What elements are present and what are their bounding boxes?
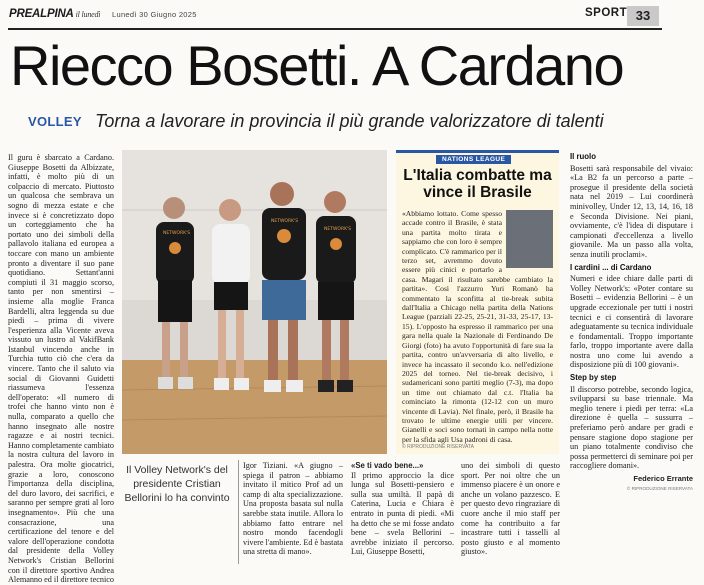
article-column-4 [570, 150, 693, 564]
svg-text:NETWORK'S: NETWORK'S [163, 231, 191, 236]
copyright-note: © RIPRODUZIONE RISERVATA [626, 485, 693, 491]
box-body [402, 209, 553, 444]
paragraph-step: Il discorso potrebbe, secondo logica, svilupparsi su base triennale. Ma meglio tenere i piedi per terra: «La direzione è quella – sussurra – preferiamo però andare per gradi e pensare stagione dopo stagione per un piano totalmente condiviso che possa permetterci di seminare poi per raccogliere domani». [570, 384, 693, 471]
sidebar-box [396, 150, 559, 454]
article-column-1: Il guru è sbarcato a Cardano. Giuseppe Bosetti da Albizzate, infatti, è molto più di un colpaccio di mercato. Piuttosto un qualcosa che sembrava un sogno di mezza estate e che invece si è concretizzato dopo un corteggiamento che ha portato uno dei simboli della pallavolo italiana ed europea a toccare con mano un ambiente pronto a diventare il suo pane quotidiano. Settant'anni compiuti il 31 maggio scorso, tanto per non smentirsi – insieme alla moglie Franca Bardelli, altra leggenda su due piedi – prima di vivere l'esperienza alla Vicente aveva vissuto un lustro al VakifBank Istanbul vincendo anche in Turchia tutto ciò che c'era da vincere. Tanto che il saluto via social di Giovanni Guidetti riassumeva l'essenza dell'operato: «Il numero di trofei che hanno vinto non è nulla, comparato a quello che hanno insegnato alle nostre ragazze e ai nostri tecnici. Hanno completamente cambiato la nostra cultura del lavoro in palestra. Ora molte giocatrici, grazie a loro, conoscono l'importanza della disciplina, del duro lavoro, dei sacrifici, e saranno per sempre grati al loro insegnamento». Più che una consacrazione, una certificazione del tenore e del valore dell'operazione condotta dal presidente della Volley Network's Cristian Bellorini con il direttore sportivo Andrea Alemanno ed il direttore tecnico [8, 153, 114, 585]
team-photo-illustration [122, 150, 387, 454]
subheadline: Torna a lavorare in provincia il più grande valorizzatore di talenti [95, 111, 604, 131]
coach-photo [506, 210, 553, 268]
kicker: VOLLEY [28, 114, 82, 129]
svg-text:NETWORK'S: NETWORK'S [324, 227, 352, 232]
paragraph-approccio: Il primo approccio la dice lunga sul Bosetti-pensiero e sulla sua umiltà. Il papà di Caterina, Lucia e Chiara è entrato in punta di piedi. «Mi ha detto che se mi fosse andato bene – svela Bellorini – avrebbe iniziato il percorso. Lui, Giuseppe Bosetti, [351, 470, 454, 557]
subhead-quote: «Se ti vado bene...» [351, 461, 424, 470]
article-column-3b: uno dei simboli di questo sport. Per noi oltre che un immenso piacere è un onore e anche un volano pazzesco. E per questo devo ringraziare di cuore anche il mio staff per come ha contribuito a far incastrare tutti i tasselli al posto giusto e al momento giusto». [461, 461, 560, 557]
box-text: «Abbiamo lottato. Come spesso accade contro il Brasile, è stata una partita molto tirata e sappiamo che con loro è sempre complicato. C'è rammarico per il terzo set, avremmo dovuto essere più cinici e portarlo a casa. Magari il risultato sarebbe cambiato la partita». Così l'azzurro Yuri Romanò ha commentato la sconfitta al tie-break subita dall'Italia a Chicago nella partita della Nations League (parziali 22-25, 25-21, 31-33, 25-17, 13-15). L'opposto ha espresso il rammarico per una gara nella quale la Nazionale di Ferdinando De Giorgi (foto) ha avuto l'opportunità di fare sua la partita, contro un'avversaria di alto livello, e invece ha incassato il secondo k.o. nell'edizione 2025 del torneo. Nel tie-break decisivo, i sudamericani sono partiti meglio (7-3), ma dopo un time out chiamato dal c.t. l'Italia ha cominciato la rimonta (12-12 con un muro vincente di Lavia). Nel finale, però, il Brasile ha trovato le ultime energie utili per vincere. Gianelli e soci sono tornati in campo nella notte per la sfida agli Usa padroni di casa. [402, 209, 553, 444]
headline: Riecco Bosetti. A Cardano [10, 34, 624, 97]
section-name: SPORT [585, 7, 628, 19]
header-rule [8, 28, 662, 30]
newspaper-logo: PREALPINA il lunedì [9, 8, 101, 20]
box-tag: NATIONS LEAGUE [436, 155, 511, 164]
issue-date: Lunedì 30 Giugno 2025 [112, 10, 197, 19]
paragraph-ruolo: Bosetti sarà responsabile del vivaio: «La B2 fa un percorso a parte – prosegue il presidente della società nata nel 2019 – Lui coordinerà minivolley, Under 12, 13, 14, 16, 18 e Seconda Divisione. Nei piani, ovviamente, c'è l'idea di disputare i campionati d'eccellenza a livello giovanile. Ma un passo alla volta, senza inutili proclami». [570, 163, 693, 259]
column-divider [238, 460, 239, 564]
team-photo [122, 150, 387, 454]
subhead-cardini: I cardini ... di Cardano [570, 262, 652, 272]
photo-caption: Il Volley Network's del presidente Cristian Bellorini lo ha convinto [124, 464, 230, 504]
paragraph-cardini: Numeri e idee chiare dalle parti di Volley Network's: «Poter contare su Bosetti – evidenzia Bellorini – è un upgrade eccezionale per tutti i nostri tecnici e ci consentirà di lavorare adeguatamente su tecnica individuale e fondamentali. Troppo importante farlo, troppo importante avere dalla nostra uno come lui avendo a disposizione più di 100 giovani». [570, 274, 693, 370]
article-column-3 [351, 461, 454, 564]
svg-text:NETWORK'S: NETWORK'S [271, 219, 299, 224]
author-name: Federico Errante [633, 474, 693, 483]
page-number: 33 [627, 6, 659, 26]
box-credit: © RIPRODUZIONE RISERVATA [402, 444, 474, 450]
subhead-step: Step by step [570, 373, 617, 383]
article-column-2: Igor Tiziani. «A giugno – spiega il patron – abbiamo invitato il mitico Prof ad un camp di alta specializzazione. Una proposta basata sul nulla sarebbe stata inutile. Allora lo abbiamo fatto entrare nel nostro mondo facendogli vivere l'ambiente. Ed è bastata una stretta di mano». [243, 461, 343, 557]
box-title: L'Italia combatte ma vince il Brasile [403, 167, 552, 201]
subhead-ruolo: Il ruolo [570, 152, 596, 161]
page-header [0, 0, 704, 28]
